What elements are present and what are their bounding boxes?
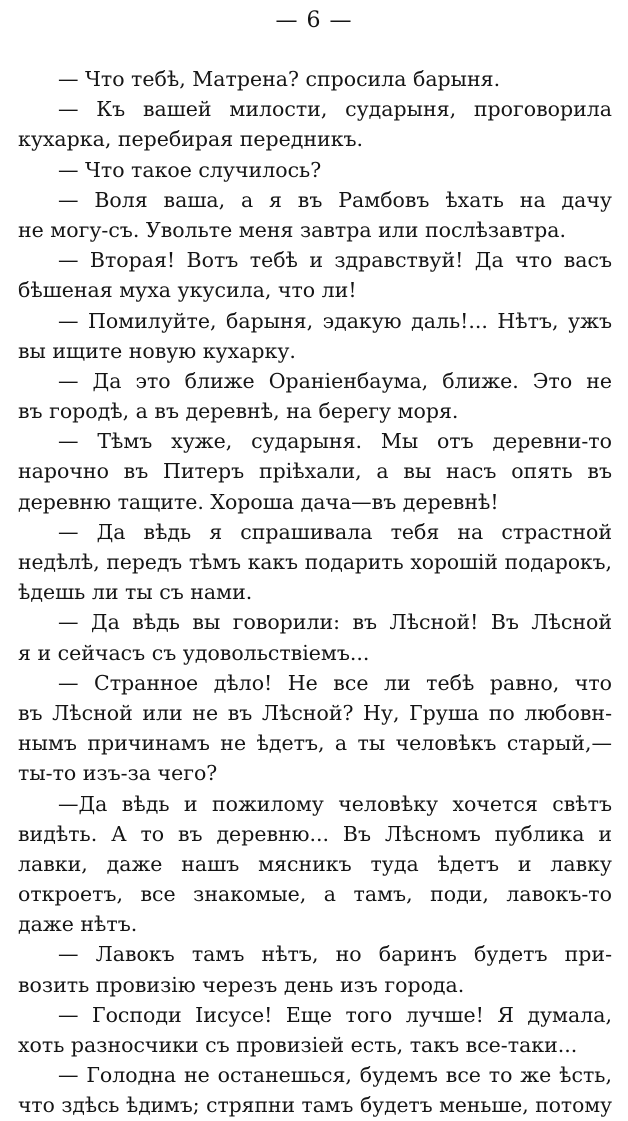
text-line: — Да вѣдь я спрашивала тебя на страстной <box>58 519 612 544</box>
text-line: откроетъ, все знакомые, а тамъ, поди, лавокъ-то <box>18 882 612 907</box>
page-text <box>18 64 612 1121</box>
text-line: я и сейчасъ съ удовольствіемъ... <box>18 640 370 665</box>
text-line: — Голодна не останешься, будемъ все то же ѣсть, <box>58 1063 612 1088</box>
text-line: что здѣсь ѣдимъ; стряпни тамъ будетъ меньше, потому <box>18 1093 612 1118</box>
text-line: кухарка, перебирая передникъ. <box>18 127 364 152</box>
text-line: не могу-съ. Увольте меня завтра или послѣзавтра. <box>18 217 566 242</box>
text-line: — Вторая! Вотъ тебѣ и здравствуй! Да что васъ <box>58 248 612 273</box>
text-line: — Воля ваша, а я въ Рамбовъ ѣхать на дачу <box>58 187 612 212</box>
text-line: — Что такое случилось? <box>58 157 322 182</box>
text-line: — Помилуйте, барыня, эдакую даль!... Нѣтъ, ужъ <box>58 308 612 333</box>
text-line: нымъ причинамъ не ѣдетъ, а ты человѣкъ старый,— <box>18 731 612 756</box>
text-line: нарочно въ Питеръ пріѣхали, а вы насъ опять въ <box>18 459 612 484</box>
text-line: — Странное дѣло! Не все ли тебѣ равно, что <box>58 670 612 695</box>
text-line: ѣдешь ли ты съ нами. <box>18 580 253 605</box>
text-line: — Господи Іисусе! Еще того лучше! Я думала, <box>58 1002 612 1027</box>
text-line: — Что тебѣ, Матрена? спросила барыня. <box>58 67 501 91</box>
text-line: въ городѣ, а въ деревнѣ, на берегу моря. <box>18 399 459 424</box>
text-line: деревню тащите. Хороша дача—въ деревнѣ! <box>18 489 499 514</box>
text-line: ты-то изъ-за чего? <box>18 761 218 786</box>
text-line: хоть разносчики съ провизіей есть, такъ все-таки... <box>18 1033 578 1057</box>
text-line: —Да вѣдь и пожилому человѣку хочется свѣтъ <box>58 791 612 816</box>
text-line: вы ищите новую кухарку. <box>18 338 296 363</box>
text-line: — Да вѣдь вы говорили: въ Лѣсной! Въ Лѣсной <box>58 610 612 635</box>
text-line: бѣшеная муха укусила, что ли! <box>18 278 357 303</box>
text-line: — Лавокъ тамъ нѣтъ, но баринъ будетъ при- <box>58 942 612 967</box>
text-line: въ Лѣсной или не въ Лѣсной? Ну, Груша по любовн- <box>18 700 612 725</box>
text-line: видѣть. А то въ деревню... Въ Лѣсномъ публика и <box>18 821 612 846</box>
text-line: — Да это ближе Ораніенбаума, ближе. Это не <box>58 368 612 393</box>
text-line: даже нѣтъ. <box>18 912 138 937</box>
text-line: лавки, даже нашъ мясникъ туда ѣдетъ и лавку <box>18 851 612 876</box>
text-line: — Тѣмъ хуже, сударыня. Мы отъ деревни-то <box>58 429 612 454</box>
text-line: возить провизію черезъ день изъ города. <box>18 972 465 997</box>
text-line: недѣлѣ, передъ тѣмъ какъ подарить хорошій подарокъ, <box>18 550 612 574</box>
page-number: — 6 — <box>275 8 353 33</box>
text-line: — Къ вашей милости, сударыня, проговорила <box>58 97 612 122</box>
